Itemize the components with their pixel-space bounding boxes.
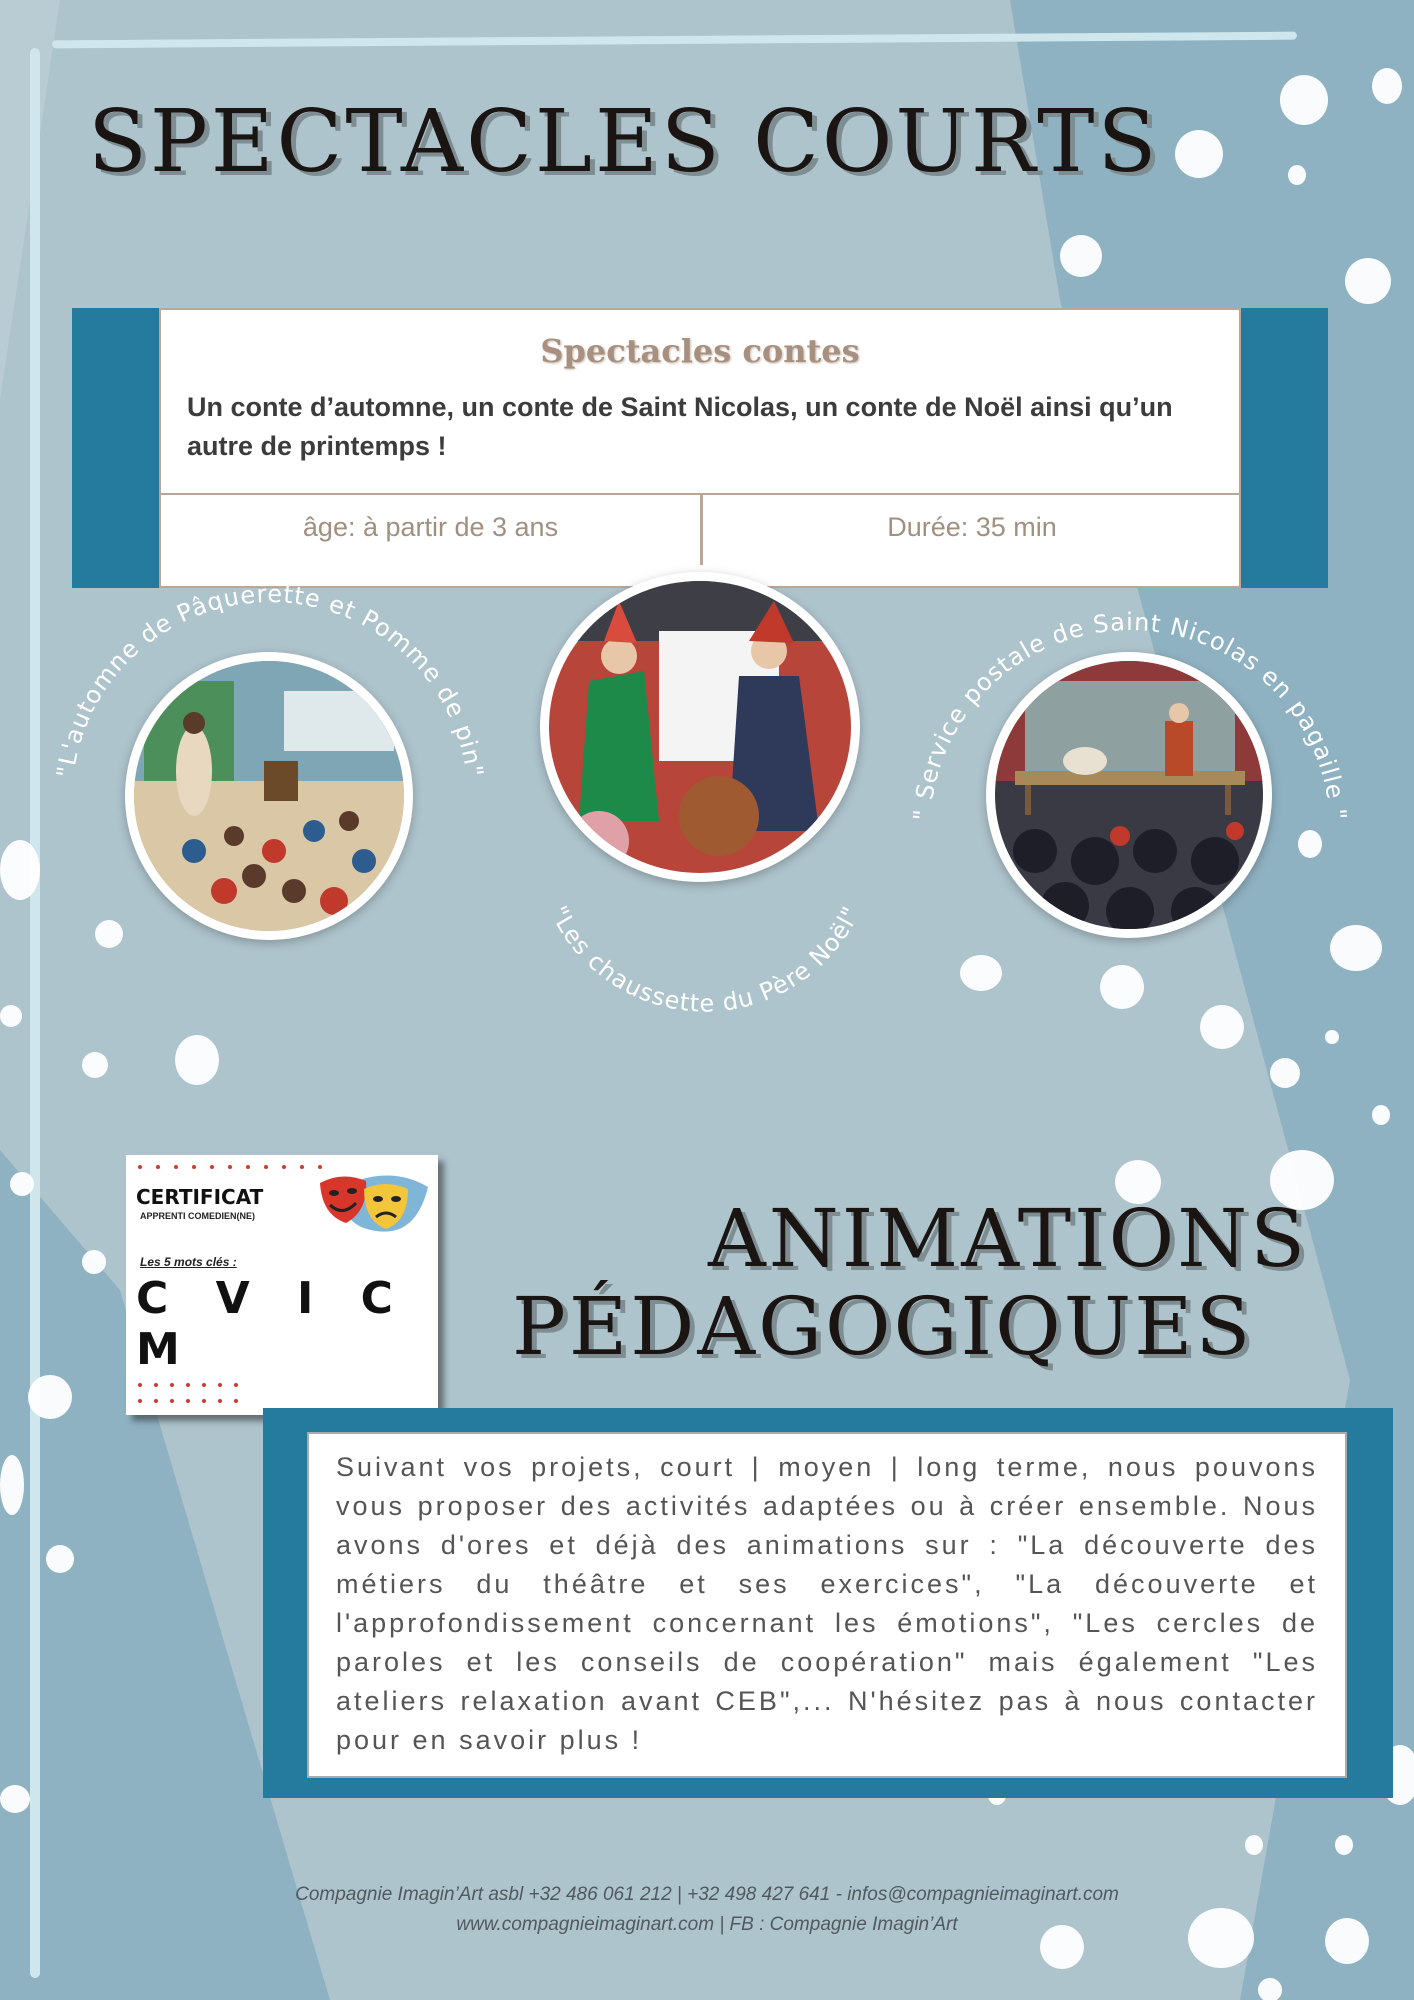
certificate-keywords-label: Les 5 mots clés : xyxy=(140,1255,237,1269)
footer-contact-line: Compagnie Imagin’Art asbl +32 486 061 212 | +32 498 427 641 - infos@compagnieimaginart.com xyxy=(295,1884,1119,1905)
certificate-letters: C V I C M xyxy=(136,1273,409,1375)
certificate-image xyxy=(126,1155,438,1415)
contes-card-description: Un conte d’automne, un conte de Saint Nicolas, un conte de Noël ainsi qu’un autre de printemps ! xyxy=(187,392,1173,461)
certificate-subtitle: APPRENTI COMEDIEN(NE) xyxy=(140,1211,256,1221)
theatre-masks-icon xyxy=(316,1167,434,1239)
page-title: SPECTACLES COURTS xyxy=(88,92,1160,192)
decorative-dots xyxy=(136,1163,336,1173)
animations-description: Suivant vos projets, court | moyen | long terme, nous pouvons vous proposer des activités adaptées ou à créer ensemble. Nous avons d'ores et déjà des animations sur : "La découverte des métiers du théâtre et ses exercices", "La découverte et l'approfondissement concernant les émotions", "Les cercles de paroles et les conseils de coopération" mais également "Les ateliers relaxation avant CEB",... N'hésitez pas à nous contacter pour en savoir plus ! xyxy=(336,1452,1318,1755)
animations-title-line2: PÉDAGOGIQUES xyxy=(512,1280,1254,1373)
footer xyxy=(0,1880,1414,1940)
caption-christmas: "Les chaussette du Père Noël" xyxy=(544,901,866,1018)
age-info: âge: à partir de 3 ans xyxy=(302,512,559,542)
duration-info: Durée: 35 min xyxy=(887,512,1057,542)
caption-saint-nicolas: " Service postale de Saint Nicolas en pagaille " xyxy=(908,608,1352,822)
caption-autumn: "L'automne de Pâquerette et Pomme de pin" xyxy=(51,579,489,780)
footer-web-line: www.compagnieimaginart.com | FB : Compagnie Imagin’Art xyxy=(456,1914,958,1935)
contes-card-title: Spectacles contes xyxy=(540,332,860,370)
decorative-dots xyxy=(136,1381,256,1407)
animations-title-line1: ANIMATIONS xyxy=(708,1192,1309,1285)
animations-card xyxy=(307,1432,1347,1778)
certificate-title: CERTIFICAT xyxy=(136,1185,264,1209)
